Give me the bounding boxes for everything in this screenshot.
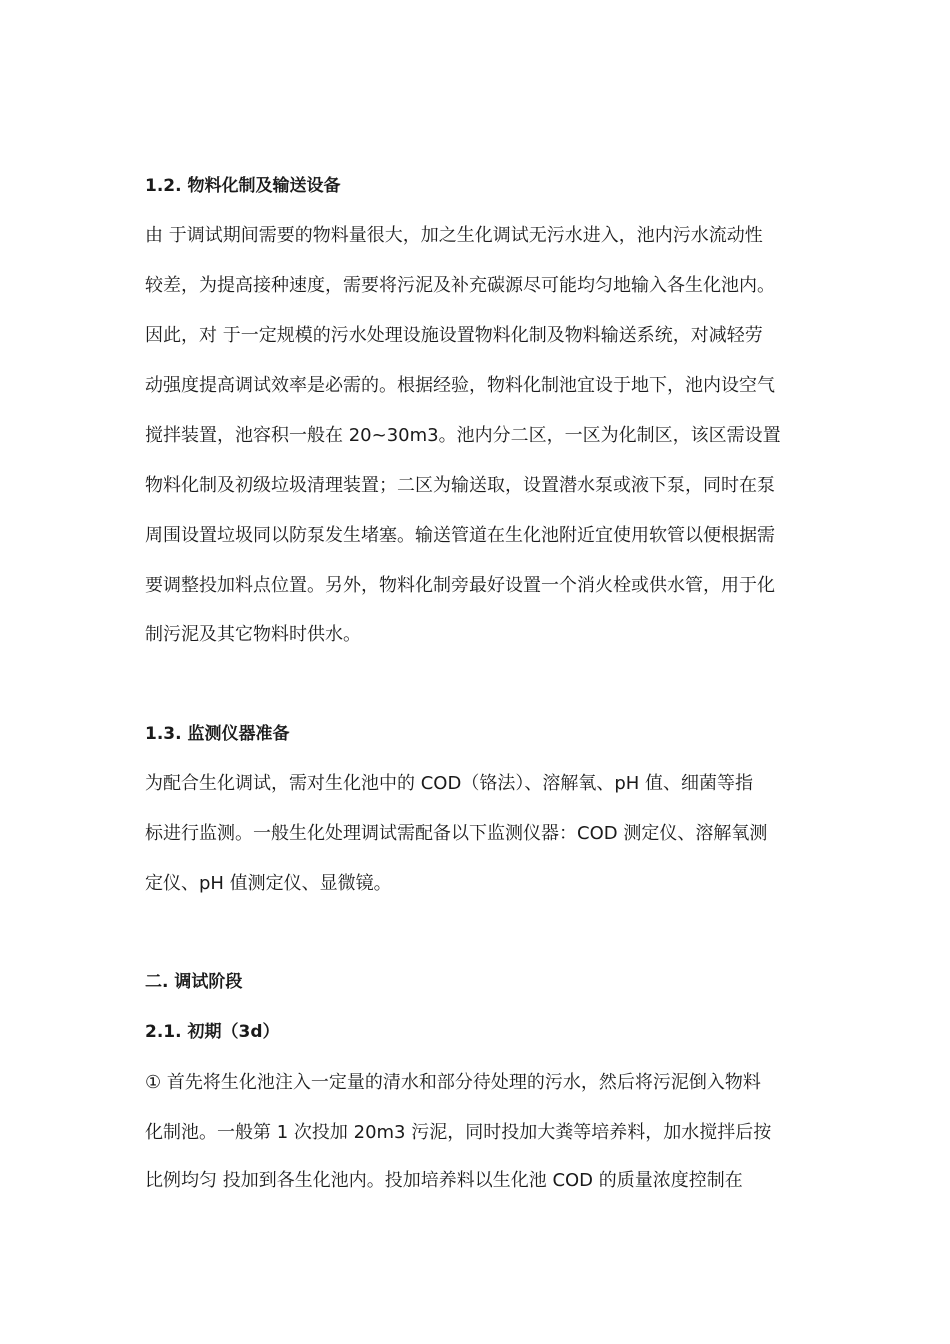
paragraph-line: 要调整投加料点位置。另外，物料化制旁最好设置一个消火栓或供水管，用于化: [145, 575, 775, 596]
paragraph-line: 较差，为提高接种速度，需要将污泥及补充碳源尽可能均匀地输入各生化池内。: [145, 275, 775, 296]
paragraph-line: 标进行监测。一般生化处理调试需配备以下监测仪器：COD 测定仪、溶解氧测: [145, 823, 768, 844]
section-heading-1-3: 1.3. 监测仪器准备: [145, 724, 290, 744]
section-heading-2-1: 2.1. 初期（3d）: [145, 1022, 280, 1042]
paragraph-line: 因此，对 于一定规模的污水处理设施设置物料化制及物料输送系统，对减轻劳: [145, 325, 763, 346]
paragraph-line: ① 首先将生化池注入一定量的清水和部分待处理的污水，然后将污泥倒入物料: [145, 1072, 761, 1093]
paragraph-line: 为配合生化调试，需对生化池中的 COD（铬法）、溶解氧、pH 值、细菌等指: [145, 773, 753, 794]
paragraph-line: 动强度提高调试效率是必需的。根据经验，物料化制池宜设于地下，池内设空气: [145, 375, 775, 396]
paragraph-line: 化制池。一般第 1 次投加 20m3 污泥，同时投加大粪等培养料，加水搅拌后按: [145, 1122, 772, 1143]
section-heading-1-2: 1.2. 物料化制及输送设备: [145, 176, 341, 196]
paragraph-line: 物料化制及初级垃圾清理装置；二区为输送取，设置潜水泵或液下泵，同时在泵: [145, 475, 775, 496]
paragraph-line: 搅拌装置，池容积一般在 20~30m3。池内分二区，一区为化制区，该区需设置: [145, 425, 781, 446]
paragraph-line: 比例均匀 投加到各生化池内。投加培养料以生化池 COD 的质量浓度控制在: [145, 1170, 743, 1191]
paragraph-line: 由 于调试期间需要的物料量很大，加之生化调试无污水进入，池内污水流动性: [145, 225, 763, 246]
paragraph-line: 周围设置垃圾同以防泵发生堵塞。输送管道在生化池附近宜使用软管以便根据需: [145, 525, 775, 546]
paragraph-line: 制污泥及其它物料时供水。: [145, 624, 361, 645]
section-heading-2: 二. 调试阶段: [145, 972, 243, 992]
paragraph-line: 定仪、pH 值测定仪、显微镜。: [145, 873, 392, 894]
